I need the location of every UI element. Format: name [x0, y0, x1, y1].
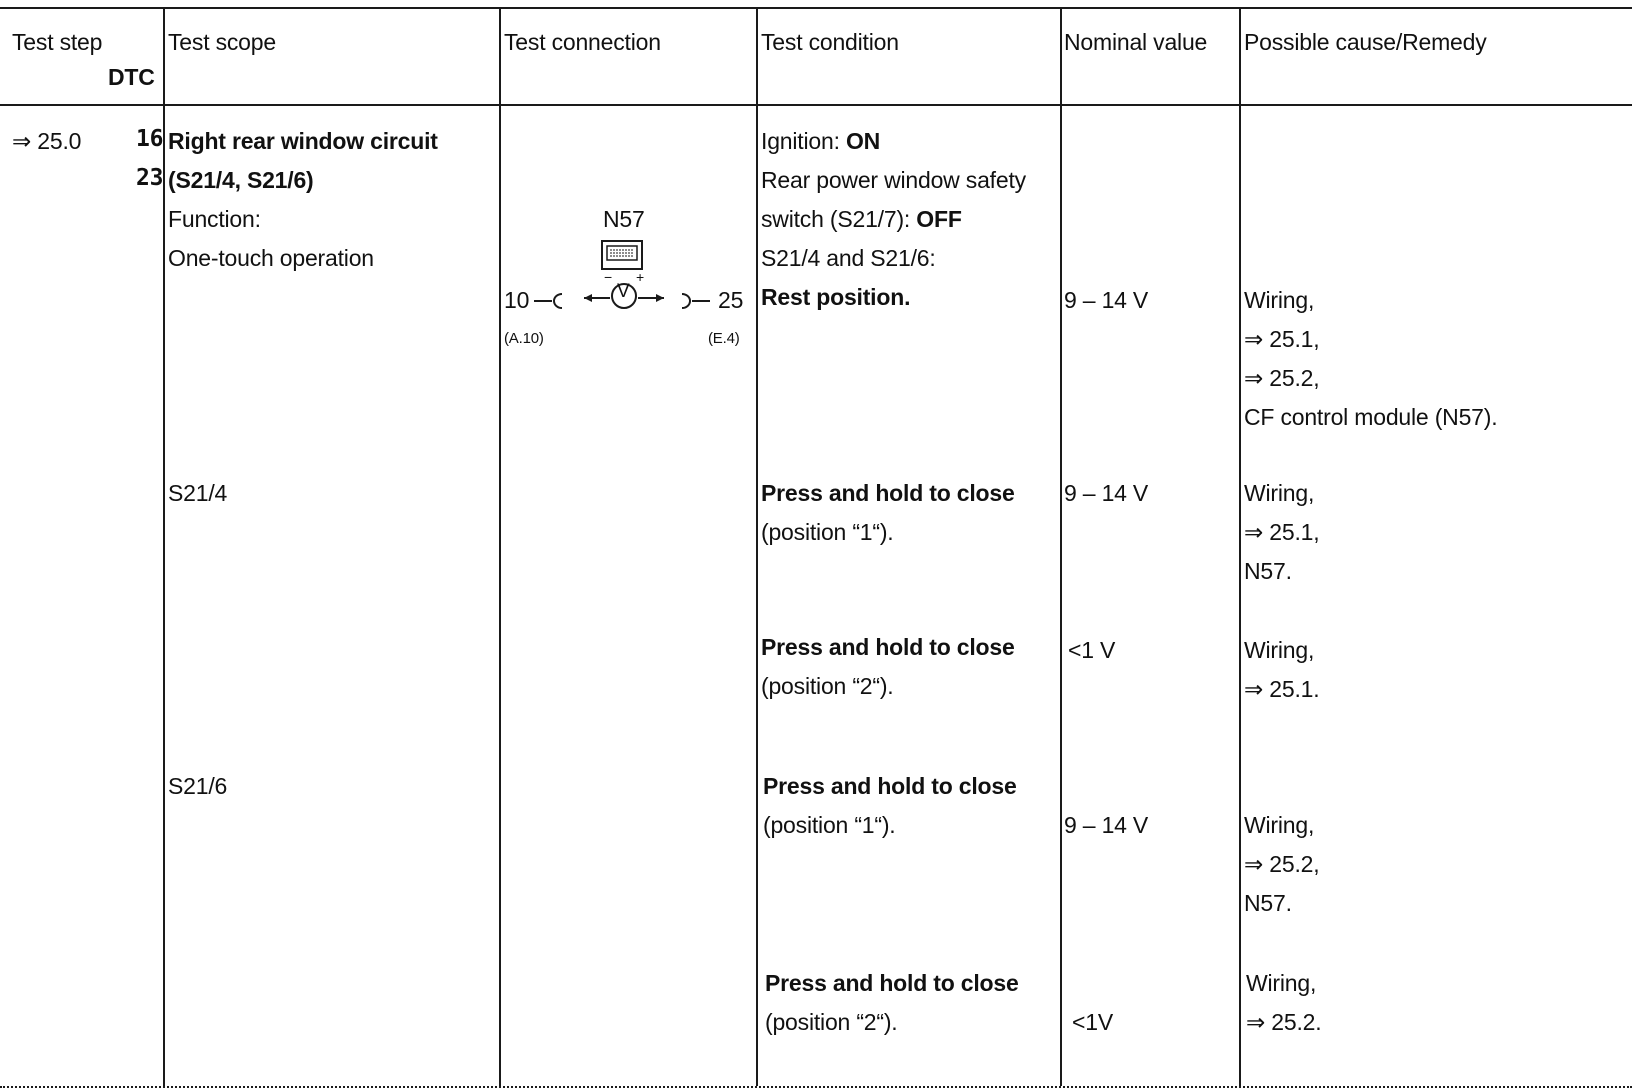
condition-1-position: (position “1“).	[761, 519, 894, 545]
nominal-value-4: 9 – 14 V	[1064, 812, 1149, 838]
remedy-3-line-2: ⇒ 25.1.	[1244, 676, 1320, 702]
connection-ref-right: (E.4)	[708, 330, 740, 347]
condition-2-title: Press and hold to close	[761, 634, 1015, 660]
condition-2-position: (position “2“).	[761, 673, 894, 699]
column-divider-condition	[756, 8, 758, 1086]
condition-safety-line-1: Rear power window safety	[761, 167, 1026, 193]
remedy-5-line-1: Wiring,	[1246, 970, 1317, 996]
connection-module-label: N57	[603, 206, 645, 232]
column-divider-remedy	[1239, 8, 1241, 1086]
nominal-value-3: <1 V	[1068, 637, 1116, 663]
remedy-1-line-4: CF control module (N57).	[1244, 404, 1498, 430]
header-test-scope: Test scope	[168, 29, 276, 55]
scope-title: Right rear window circuit	[168, 128, 438, 154]
condition-safety-line-2	[761, 205, 962, 233]
header-possible-cause: Possible cause/Remedy	[1244, 29, 1487, 55]
probe-left-icon	[532, 290, 570, 312]
condition-rest-position: Rest position.	[761, 284, 911, 310]
dtc-code-23: 23	[136, 165, 164, 191]
remedy-3-line-1: Wiring,	[1244, 637, 1315, 663]
header-bottom-rule	[0, 104, 1632, 106]
nominal-value-5: <1V	[1072, 1009, 1113, 1035]
condition-ignition-label: Ignition:	[761, 128, 846, 154]
header-test-step: Test step	[12, 29, 103, 55]
remedy-1-line-2: ⇒ 25.1,	[1244, 326, 1320, 352]
connection-ref-left: (A.10)	[504, 330, 544, 347]
nominal-value-2: 9 – 14 V	[1064, 480, 1149, 506]
scope-function-value: One-touch operation	[168, 245, 374, 271]
remedy-2-line-2: ⇒ 25.1,	[1244, 519, 1320, 545]
condition-switches: S21/4 and S21/6:	[761, 245, 936, 271]
remedy-2-line-3: N57.	[1244, 558, 1292, 584]
scope-switch-s21-4: S21/4	[168, 480, 228, 506]
column-divider-nominal	[1060, 8, 1062, 1086]
remedy-4-line-3: N57.	[1244, 890, 1292, 916]
table-bottom-rule	[0, 1086, 1632, 1088]
voltmeter-minus: −	[604, 269, 612, 285]
condition-4-title: Press and hold to close	[765, 970, 1019, 996]
voltmeter-symbol: V	[617, 281, 630, 302]
voltmeter-plus: +	[636, 269, 644, 285]
scope-function-label: Function:	[168, 206, 261, 232]
condition-4-position: (position “2“).	[765, 1009, 898, 1035]
remedy-1-line-1: Wiring,	[1244, 287, 1315, 313]
scope-components: (S21/4, S21/6)	[168, 167, 314, 193]
remedy-4-line-1: Wiring,	[1244, 812, 1315, 838]
condition-safety-label: switch (S21/7):	[761, 206, 917, 232]
header-test-condition: Test condition	[761, 29, 899, 55]
condition-ignition	[761, 127, 880, 155]
scope-switch-s21-6: S21/6	[168, 773, 228, 799]
header-nominal-value: Nominal value	[1064, 29, 1208, 55]
connection-pin-left: 10	[504, 287, 530, 313]
condition-3-position: (position “1“).	[763, 812, 896, 838]
remedy-1-line-3: ⇒ 25.2,	[1244, 365, 1320, 391]
test-step-number: ⇒ 25.0	[12, 128, 82, 154]
header-test-connection: Test connection	[504, 29, 661, 55]
connection-pin-right: 25	[718, 287, 744, 313]
nominal-value-1: 9 – 14 V	[1064, 287, 1149, 313]
remedy-5-line-2: ⇒ 25.2.	[1246, 1009, 1322, 1035]
probe-right-icon	[678, 290, 712, 312]
condition-1-title: Press and hold to close	[761, 480, 1015, 506]
table-top-rule	[0, 7, 1632, 9]
header-dtc: DTC	[108, 64, 155, 90]
condition-ignition-value: ON	[845, 128, 881, 154]
column-divider-connection	[499, 8, 501, 1086]
column-divider-scope	[163, 8, 165, 1086]
dtc-code-16: 16	[136, 126, 164, 152]
condition-safety-value: OFF	[916, 206, 962, 232]
remedy-2-line-1: Wiring,	[1244, 480, 1315, 506]
remedy-4-line-2: ⇒ 25.2,	[1244, 851, 1320, 877]
condition-3-title: Press and hold to close	[763, 773, 1017, 799]
control-module-icon	[601, 240, 643, 270]
